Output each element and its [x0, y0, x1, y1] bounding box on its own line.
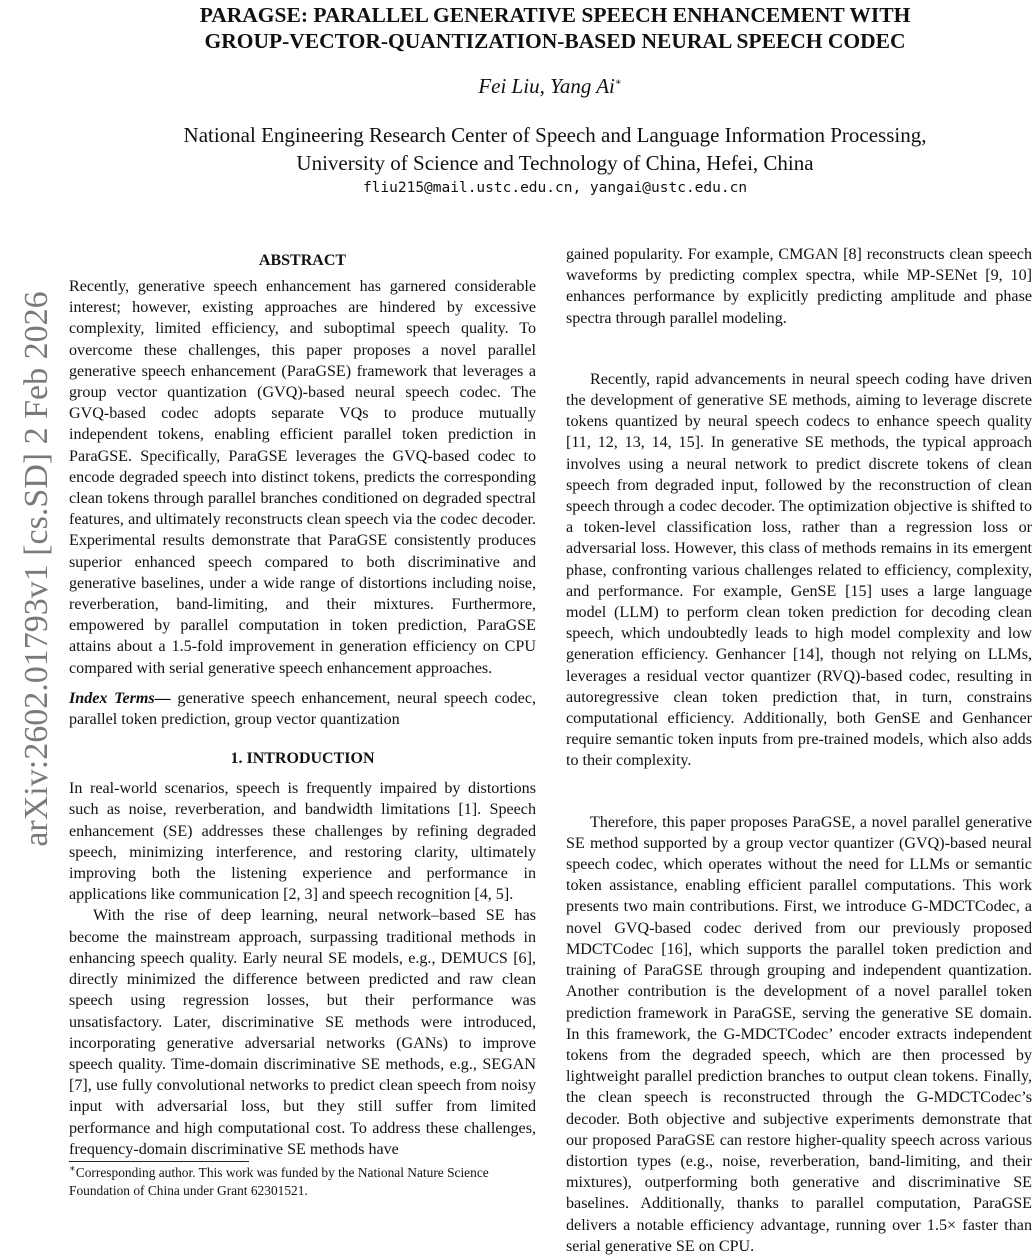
right-paragraph-1: gained popularity. For example, CMGAN [8] reconstructs clean speech waveforms by predicting complex spectra, while MP-SENet [9, 10] enhances performance by explicitly predicting amplitude and phase spectra through parallel modeling. [566, 246, 1032, 327]
author-mark: ∗ [614, 77, 622, 88]
title-line-1: PARAGSE: PARALLEL GENERATIVE SPEECH ENHANCEMENT WITH [199, 3, 911, 27]
left-column [69, 250, 536, 1160]
author-names: Fei Liu, Yang Ai [478, 74, 615, 98]
affiliation [60, 121, 1033, 177]
right-column [566, 244, 1032, 1257]
right-paragraph-2: Recently, rapid advancements in neural speech coding have driven the development of generative SE methods, aiming to leverage discrete tokens quantized by neural speech codecs to enhance speech quality [11, 12, 13, 14, 15]. In generative SE methods, the typical approach involves using a neural network to predict discrete tokens of clean speech from degraded input, followed by the reconstruction of clean speech through a codec decoder. The optimization objective is shifted to a token-level classification loss, rather than a regression loss or adversarial loss. However, this class of methods remains in its emergent phase, confronting various challenges related to efficiency, complexity, and performance. For example, GenSE [15] uses a large language model (LLM) to perform clean token prediction for decoding clean speech, which undoubtedly leads to high model complexity and low generation efficiency. Genhancer [14], though not relying on LLMs, leverages a residual vector quantizer (RVQ)-based codec, resulting in autoregressive clean token prediction that, in turn, constrains computational efficiency. Additionally, both GenSE and Genhancer require semantic token inputs from pre-trained models, which also adds to their complexity. [566, 370, 1032, 770]
introduction-heading: 1. INTRODUCTION [230, 750, 375, 768]
footnote-mark: ∗ [69, 1163, 76, 1175]
intro-paragraph-2: With the rise of deep learning, neural network–based SE has become the mainstream approach, surpassing traditional methods in enhancing speech quality. Early neural SE models, e.g., DEMUCS [6], directly minimized the difference between predicted and raw clean speech using regression losses, but their performance was unsatisfactory. Later, discriminative SE methods were introduced, incorporating generative adversarial networks (GANs) to improve speech quality. Time-domain discriminative SE methods, e.g., SEGAN [7], use fully convolutional networks to predict clean speech from noisy input with adversarial loss, but they still suffer from limited performance and high computational cost. To address these challenges, frequency-domain discriminative SE methods have [69, 907, 536, 1158]
footnote-divider [69, 1161, 249, 1162]
abstract-heading: ABSTRACT [258, 252, 347, 269]
abstract-text: Recently, generative speech enhancement has garnered considerable interest; however, existing approaches are hindered by excessive complexity, limited efficiency, and suboptimal speech quality. To overcome these challenges, this paper proposes a novel parallel generative speech enhancement (ParaGSE) framework that leverages a group vector quantization (GVQ)-based neural speech codec. The GVQ-based codec adopts separate VQs to produce mutually independent tokens, enabling efficient parallel token prediction in ParaGSE. Specifically, ParaGSE leverages the GVQ-based codec to encode degraded speech into distinct tokens, predicts the corresponding clean tokens through parallel branches conditioned on degraded spectral features, and ultimately reconstructs clean speech via the codec decoder. Experimental results demonstrate that ParaGSE consistently produces superior enhanced speech compared to both discriminative and generative baselines, under a wide range of distortions including noise, reverberation, band-limiting, and their mixtures. Furthermore, empowered by parallel computation in token prediction, ParaGSE attains about a 1.5-fold improvement in generation efficiency on CPU compared with serial generative speech enhancement approaches. [69, 278, 536, 677]
affiliation-line-2: University of Science and Technology of China, Hefei, China [296, 151, 814, 175]
footnote [69, 1164, 539, 1199]
index-terms-label: Index Terms— [69, 689, 171, 707]
authors [100, 74, 1000, 98]
affiliation-line-1: National Engineering Research Center of Speech and Language Information Processing, [183, 123, 927, 147]
author-emails: fliu215@mail.ustc.edu.cn, yangai@ustc.edu.cn [362, 180, 748, 196]
intro-paragraph-1: In real-world scenarios, speech is frequently impaired by distortions such as noise, reverberation, and bandwidth limitations [1]. Speech enhancement (SE) addresses these challenges by refining degraded speech, minimizing interference, and restoring clarity, ultimately improving both the listening experience and performance in applications like communication [2, 3] and speech recognition [4, 5]. [69, 780, 536, 904]
title-line-2: GROUP-VECTOR-QUANTIZATION-BASED NEURAL SPEECH CODEC [204, 29, 906, 53]
paper-title [60, 2, 1033, 54]
index-terms-text: generative speech enhancement, neural speech codec, parallel token prediction, group vector quantization [69, 689, 536, 729]
index-terms [69, 688, 536, 730]
footnote-text: Corresponding author. This work was funded by the National Nature Science Foundation of China under Grant 62301521. [69, 1165, 489, 1198]
arxiv-stamp: arXiv:2602.01793v1 [cs.SD] 2 Feb 2026 [18, 291, 55, 847]
right-paragraph-3: Therefore, this paper proposes ParaGSE, a novel parallel generative SE method supported by a group vector quantizer (GVQ)-based neural speech codec, which operates without the need for LLMs or semantic token assistance, enabling efficient parallel computations. This work presents two main contributions. First, we introduce G-MDCTCodec, a novel GVQ-based codec derived from our previously proposed MDCTCodec [16], which supports the parallel token prediction and training of ParaGSE through grouping and independent quantization. Another contribution is the development of a novel parallel token prediction framework in ParaGSE, serving the generative SE domain. In this framework, the G-MDCTCodec’ encoder extracts independent tokens from the degraded speech, which are then processed by lightweight parallel prediction branches to output clean tokens. Finally, the clean speech is reconstructed through the G-MDCTCodec’s decoder. Both objective and subjective experiments demonstrate that our proposed ParaGSE can restore higher-quality speech across various distortion types (e.g., noise, reverberation, band-limiting, and their mixtures), outperforming both generative and discriminative SE baselines. Additionally, thanks to parallel computation, ParaGSE delivers a notable efficiency advantage, running over 1.5× faster than serial generative SE on CPU. [566, 813, 1032, 1255]
